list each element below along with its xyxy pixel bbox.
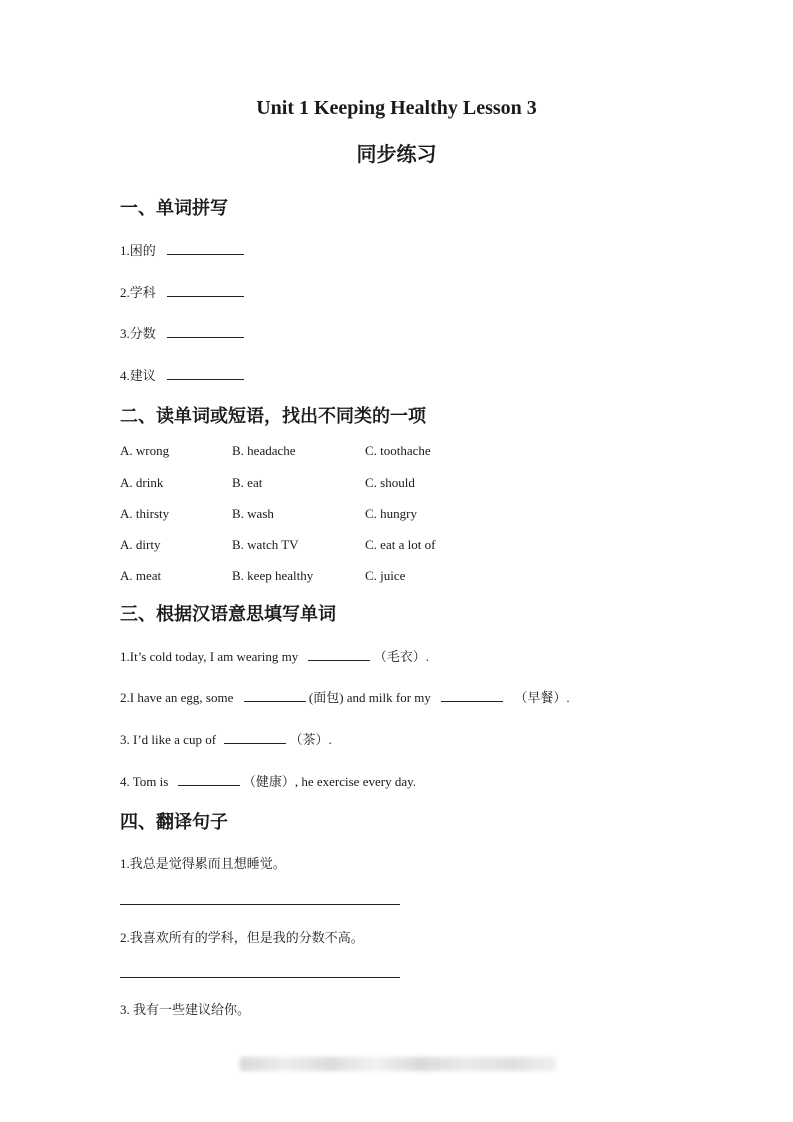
title-english: Unit 1 Keeping Healthy Lesson 3 bbox=[256, 97, 537, 119]
fill-question-2 bbox=[120, 687, 570, 706]
translation-answer-line[interactable] bbox=[120, 904, 400, 905]
question-text: 1.It’s cold today, I am wearing my bbox=[120, 649, 299, 664]
answer-blank[interactable] bbox=[224, 731, 286, 744]
option-b: B. eat bbox=[232, 475, 263, 490]
option-a: A. thirsty bbox=[120, 506, 170, 521]
section3-heading: 三、根据汉语意思填写单词 bbox=[120, 604, 336, 625]
option-c: C. juice bbox=[365, 568, 406, 583]
fill-question-1 bbox=[120, 646, 429, 665]
option-b: B. headache bbox=[232, 443, 296, 458]
translation-item: 3. 我有一些建议给你。 bbox=[120, 1002, 251, 1017]
answer-blank[interactable] bbox=[167, 284, 244, 297]
fill-question-3 bbox=[120, 729, 332, 748]
option-b: B. watch TV bbox=[232, 537, 299, 552]
answer-blank[interactable] bbox=[167, 325, 244, 338]
spelling-item bbox=[120, 282, 244, 301]
question-text: （早餐）. bbox=[514, 690, 570, 705]
option-a: A. drink bbox=[120, 475, 164, 490]
spelling-item bbox=[120, 240, 244, 259]
blurred-watermark bbox=[240, 1057, 556, 1071]
option-c: C. eat a lot of bbox=[365, 537, 436, 552]
spelling-item-label: 2.学科 bbox=[120, 285, 156, 300]
option-b: B. wash bbox=[232, 506, 274, 521]
spelling-item-label: 1.困的 bbox=[120, 243, 156, 258]
answer-blank[interactable] bbox=[244, 689, 306, 702]
spelling-item bbox=[120, 323, 244, 342]
question-text: 4. Tom is bbox=[120, 774, 169, 789]
option-c: C. toothache bbox=[365, 443, 431, 458]
option-a: A. meat bbox=[120, 568, 162, 583]
answer-blank[interactable] bbox=[308, 648, 370, 661]
option-c: C. hungry bbox=[365, 506, 417, 521]
option-a: A. dirty bbox=[120, 537, 161, 552]
question-text: （健康）, he exercise every day. bbox=[242, 774, 416, 789]
question-text: 3. I’d like a cup of bbox=[120, 732, 217, 747]
answer-blank[interactable] bbox=[167, 367, 244, 380]
answer-blank[interactable] bbox=[167, 242, 244, 255]
question-text: 2.I have an egg, some bbox=[120, 690, 234, 705]
section4-heading: 四、翻译句子 bbox=[120, 812, 228, 833]
answer-blank[interactable] bbox=[441, 689, 503, 702]
option-a: A. wrong bbox=[120, 443, 170, 458]
translation-item: 2.我喜欢所有的学科，但是我的分数不高。 bbox=[120, 930, 364, 945]
question-text: （毛衣）. bbox=[373, 649, 429, 664]
option-c: C. should bbox=[365, 475, 415, 490]
answer-blank[interactable] bbox=[178, 773, 240, 786]
section1-heading: 一、单词拼写 bbox=[120, 198, 228, 219]
option-b: B. keep healthy bbox=[232, 568, 314, 583]
translation-item: 1.我总是觉得累而且想睡觉。 bbox=[120, 856, 286, 871]
translation-answer-line[interactable] bbox=[120, 977, 400, 978]
fill-question-4 bbox=[120, 771, 416, 790]
question-text: (面包) and milk for my bbox=[308, 690, 431, 705]
spelling-item-label: 4.建议 bbox=[120, 368, 156, 383]
question-text: （茶）. bbox=[289, 732, 332, 747]
spelling-item-label: 3.分数 bbox=[120, 326, 156, 341]
spelling-item bbox=[120, 365, 244, 384]
title-chinese: 同步练习 bbox=[356, 142, 437, 166]
section2-heading: 二、读单词或短语，找出不同类的一项 bbox=[120, 406, 426, 427]
